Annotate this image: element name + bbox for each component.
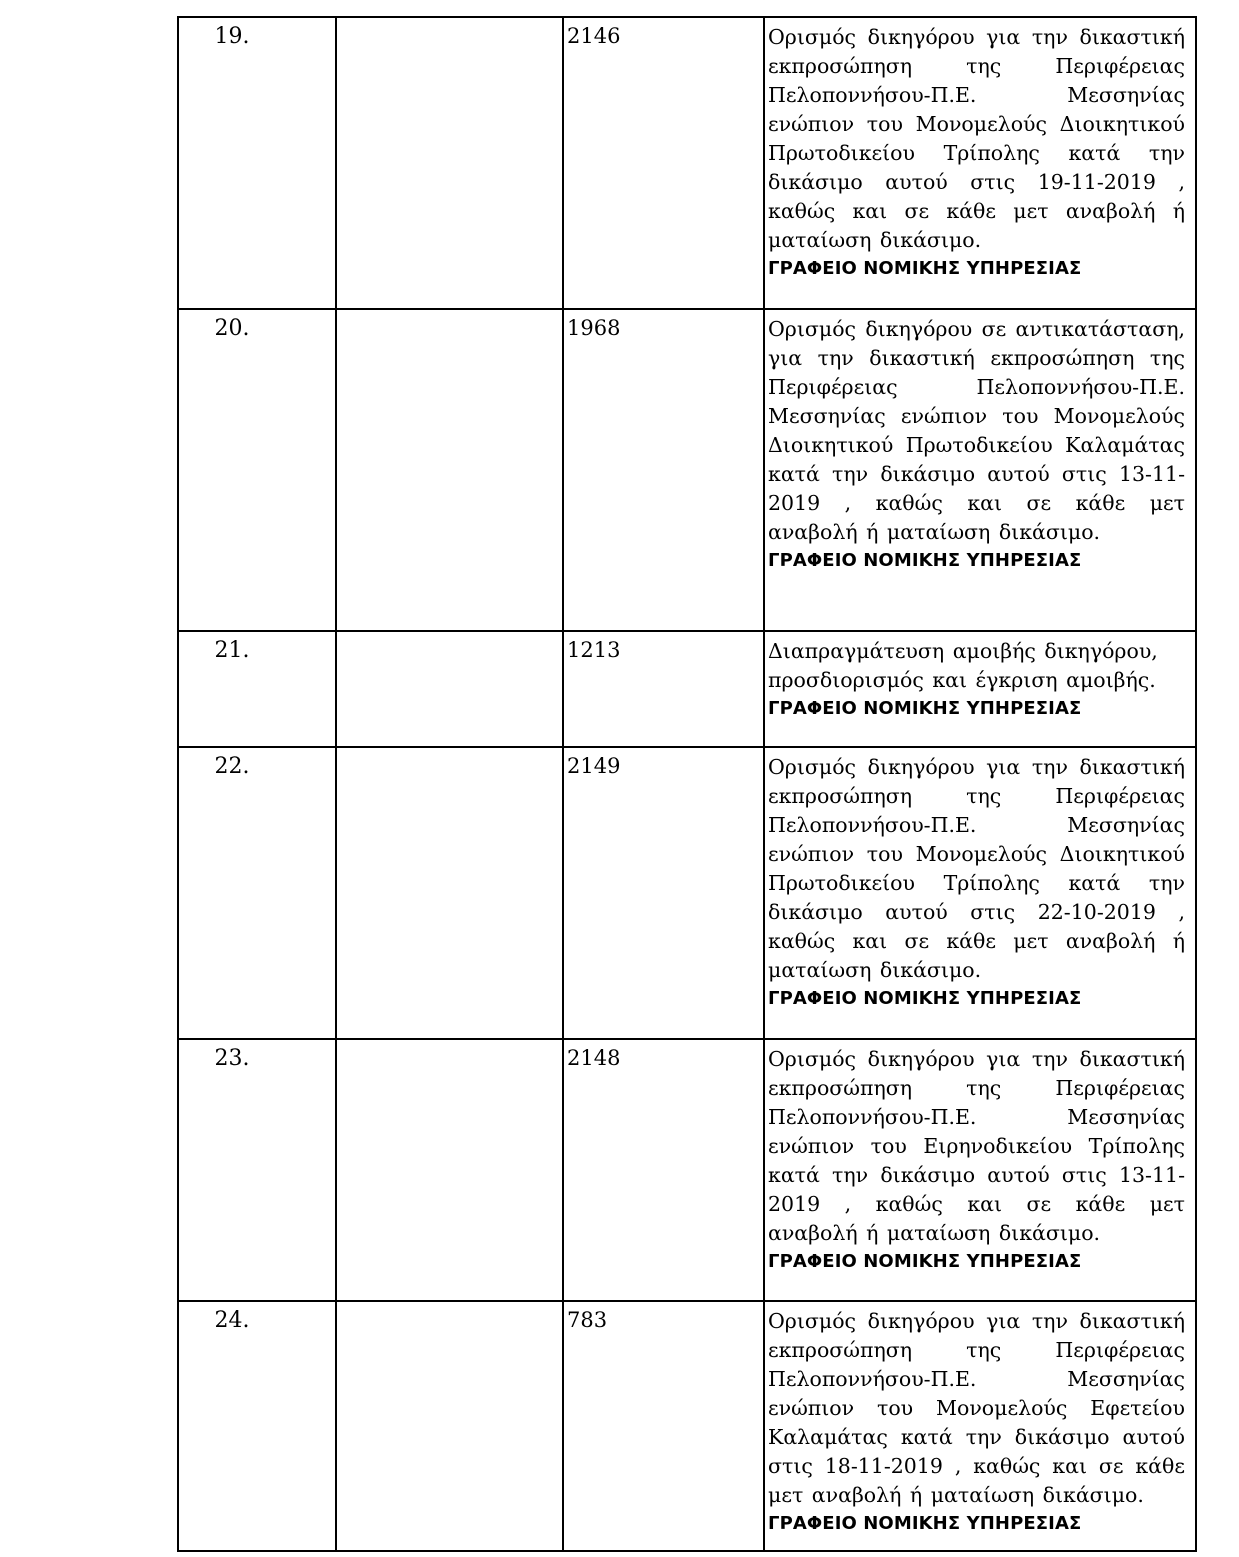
agenda-row-19 [178, 17, 1196, 309]
item-number: 19. [178, 17, 336, 309]
item-description-cell [764, 309, 1196, 631]
item-description: Ορισμός δικηγόρου για την δικαστική εκπροσώπηση της Περιφέρειας Πελοποννήσου-Π.Ε. Μεσσηνίας ενώπιον του Μονομελούς Διοικητικού Πρωτοδικείου Τρίπολης κατά την δικάσιμο αυτού στις 19-11-2019 , καθώς και σε κάθε μετ αναβολή ή ματαίωση δικάσιμο. [768, 25, 1185, 252]
agenda-row-21 [178, 631, 1196, 747]
agenda-row-23 [178, 1039, 1196, 1301]
item-description: Ορισμός δικηγόρου για την δικαστική εκπροσώπηση της Περιφέρειας Πελοποννήσου-Π.Ε. Μεσσηνίας ενώπιον του Ειρηνοδικείου Τρίπολης κατά την δικάσιμο αυτού στις 13-11-2019 , καθώς και σε κάθε μετ αναβολή ή ματαίωση δικάσιμο. [768, 1047, 1185, 1245]
item-description-cell [764, 747, 1196, 1039]
department-label: ΓΡΑΦΕΙΟ ΝΟΜΙΚΗΣ ΥΠΗΡΕΣΙΑΣ [768, 258, 1082, 279]
item-description-cell [764, 1301, 1196, 1551]
item-description-cell [764, 1039, 1196, 1301]
item-description: Ορισμός δικηγόρου σε αντικατάσταση, για την δικαστική εκπροσώπηση της Περιφέρειας Πελοποννήσου-Π.Ε. Μεσσηνίας ενώπιον του Μονομελούς Διοικητικού Πρωτοδικείου Καλαμάτας κατά την δικάσιμο αυτού στις 13-11-2019 , καθώς και σε κάθε μετ αναβολή ή ματαίωση δικάσιμο. [768, 317, 1185, 544]
protocol-number: 1968 [563, 309, 764, 631]
empty-cell [336, 309, 563, 631]
protocol-number: 2148 [563, 1039, 764, 1301]
empty-cell [336, 1301, 563, 1551]
department-label: ΓΡΑΦΕΙΟ ΝΟΜΙΚΗΣ ΥΠΗΡΕΣΙΑΣ [768, 698, 1082, 719]
empty-cell [336, 1039, 563, 1301]
item-number: 23. [178, 1039, 336, 1301]
item-description-cell [764, 631, 1196, 747]
item-number: 24. [178, 1301, 336, 1551]
item-description: Ορισμός δικηγόρου για την δικαστική εκπροσώπηση της Περιφέρειας Πελοποννήσου-Π.Ε. Μεσσηνίας ενώπιον του Μονομελούς Διοικητικού Πρωτοδικείου Τρίπολης κατά την δικάσιμο αυτού στις 22-10-2019 , καθώς και σε κάθε μετ αναβολή ή ματαίωση δικάσιμο. [768, 755, 1185, 982]
agenda-row-24 [178, 1301, 1196, 1551]
department-label: ΓΡΑΦΕΙΟ ΝΟΜΙΚΗΣ ΥΠΗΡΕΣΙΑΣ [768, 988, 1082, 1009]
empty-cell [336, 747, 563, 1039]
empty-cell [336, 631, 563, 747]
item-number: 20. [178, 309, 336, 631]
department-label: ΓΡΑΦΕΙΟ ΝΟΜΙΚΗΣ ΥΠΗΡΕΣΙΑΣ [768, 550, 1082, 571]
item-description: Ορισμός δικηγόρου για την δικαστική εκπροσώπηση της Περιφέρειας Πελοποννήσου-Π.Ε. Μεσσηνίας ενώπιον του Μονομελούς Εφετείου Καλαμάτας κατά την δικάσιμο αυτού στις 18-11-2019 , καθώς και σε κάθε μετ αναβολή ή ματαίωση δικάσιμο. [768, 1309, 1185, 1507]
agenda-items-table [177, 16, 1197, 1552]
item-description-cell [764, 17, 1196, 309]
department-label: ΓΡΑΦΕΙΟ ΝΟΜΙΚΗΣ ΥΠΗΡΕΣΙΑΣ [768, 1251, 1082, 1272]
protocol-number: 1213 [563, 631, 764, 747]
protocol-number: 783 [563, 1301, 764, 1551]
protocol-number: 2146 [563, 17, 764, 309]
empty-cell [336, 17, 563, 309]
item-description: Διαπραγμάτευση αμοιβής δικηγόρου, προσδιορισμός και έγκριση αμοιβής. [768, 639, 1158, 692]
agenda-row-20 [178, 309, 1196, 631]
agenda-row-22 [178, 747, 1196, 1039]
department-label: ΓΡΑΦΕΙΟ ΝΟΜΙΚΗΣ ΥΠΗΡΕΣΙΑΣ [768, 1513, 1082, 1534]
item-number: 22. [178, 747, 336, 1039]
protocol-number: 2149 [563, 747, 764, 1039]
item-number: 21. [178, 631, 336, 747]
